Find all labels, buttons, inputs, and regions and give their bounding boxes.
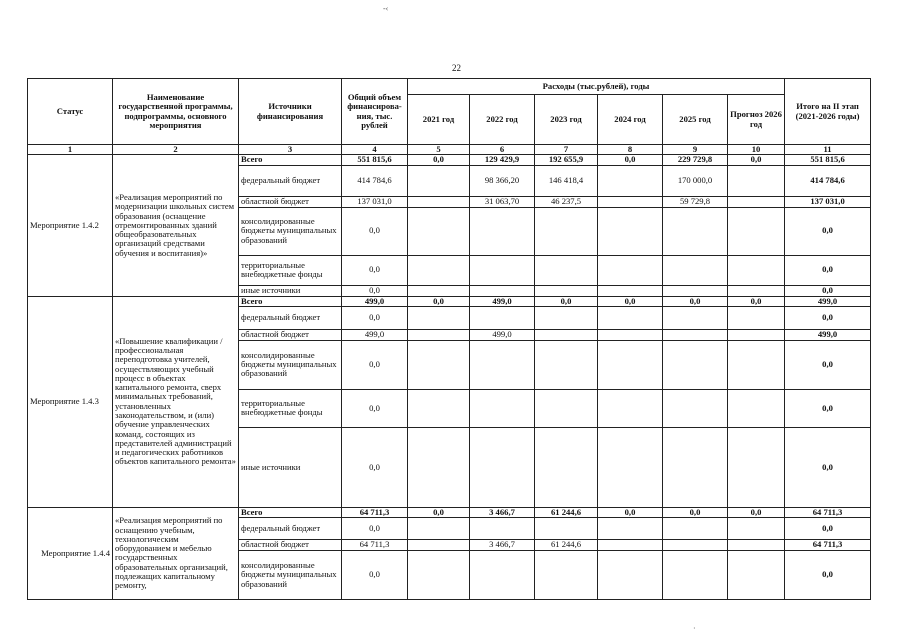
status-cell: Мероприятие 1.4.2 [28,155,113,296]
value-cell [470,389,535,427]
value-cell [728,196,785,207]
value-cell: 59 729,8 [663,196,728,207]
value-cell [535,306,598,329]
column-number: 8 [598,145,663,155]
value-cell: 0,0 [728,155,785,165]
header-name: Наименование государственной программы, подпрограммы, основного мероприятия [113,79,239,145]
source-cell: областной бюджет [239,329,342,340]
value-cell: 0,0 [408,507,470,517]
value-cell: 0,0 [342,518,408,540]
source-cell: Всего [239,507,342,517]
value-cell: 0,0 [785,285,871,296]
column-number: 3 [239,145,342,155]
value-cell [728,389,785,427]
header-year: 2022 год [470,95,535,145]
value-cell: 0,0 [785,306,871,329]
source-cell: территориальные внебюджетные фонды [239,255,342,285]
value-cell [535,329,598,340]
scan-mark-top: -‹ [383,4,389,13]
value-cell: 0,0 [785,389,871,427]
value-cell: 64 711,3 [342,540,408,551]
value-cell [535,207,598,255]
source-cell: федеральный бюджет [239,306,342,329]
value-cell: 0,0 [342,306,408,329]
table-row [28,155,871,165]
source-cell: федеральный бюджет [239,165,342,196]
header-year: 2021 год [408,95,470,145]
header-year: 2025 год [663,95,728,145]
value-cell [728,427,785,507]
value-cell [470,285,535,296]
value-cell [408,427,470,507]
value-cell [408,207,470,255]
value-cell [598,518,663,540]
value-cell: 499,0 [470,329,535,340]
value-cell [598,551,663,600]
value-cell: 0,0 [535,296,598,306]
source-cell: Всего [239,296,342,306]
header-sources: Источники финансирования [239,79,342,145]
value-cell: 0,0 [342,285,408,296]
value-cell: 0,0 [728,507,785,517]
value-cell: 0,0 [785,518,871,540]
value-cell [470,340,535,389]
value-cell [470,255,535,285]
value-cell: 64 711,3 [785,507,871,517]
value-cell: 551 815,6 [785,155,871,165]
value-cell: 0,0 [785,255,871,285]
value-cell [663,389,728,427]
value-cell: 0,0 [728,296,785,306]
source-cell: областной бюджет [239,196,342,207]
value-cell [470,427,535,507]
column-number: 9 [663,145,728,155]
table-body [28,155,871,600]
column-number: 5 [408,145,470,155]
value-cell: 414 784,6 [785,165,871,196]
header-year: 2023 год [535,95,598,145]
value-cell [535,551,598,600]
status-cell: Мероприятие 1.4.4 [28,507,113,599]
value-cell: 0,0 [342,389,408,427]
value-cell [408,255,470,285]
name-cell: «Реализация мероприятий по оснащению учебным, технологическим оборудованием и мебелью государственных образовательных организаций, подлежащих капитальному ремонту, [113,507,239,599]
value-cell: 499,0 [470,296,535,306]
value-cell [663,329,728,340]
value-cell: 0,0 [408,155,470,165]
value-cell [598,165,663,196]
header-stage-total: Итого на II этап (2021-2026 годы) [785,79,871,145]
column-number: 2 [113,145,239,155]
column-number: 11 [785,145,871,155]
value-cell: 61 244,6 [535,540,598,551]
value-cell: 31 063,70 [470,196,535,207]
value-cell: 64 711,3 [342,507,408,517]
column-number: 7 [535,145,598,155]
value-cell: 0,0 [598,296,663,306]
header-year: Прогноз 2026 год [728,95,785,145]
header-status: Статус [28,79,113,145]
value-cell [598,540,663,551]
value-cell: 98 366,20 [470,165,535,196]
column-number: 6 [470,145,535,155]
value-cell [728,551,785,600]
value-cell [728,340,785,389]
value-cell: 414 784,6 [342,165,408,196]
value-cell [470,306,535,329]
table-row [28,507,871,517]
value-cell: 61 244,6 [535,507,598,517]
value-cell [535,255,598,285]
header-year: 2024 год [598,95,663,145]
value-cell [728,255,785,285]
budget-table [27,78,871,600]
value-cell: 0,0 [663,507,728,517]
value-cell: 0,0 [785,207,871,255]
value-cell [408,329,470,340]
value-cell [408,196,470,207]
value-cell [535,285,598,296]
value-cell [663,207,728,255]
status-cell: Мероприятие 1.4.3 [28,296,113,507]
value-cell [663,551,728,600]
value-cell [535,427,598,507]
value-cell [728,329,785,340]
value-cell: 170 000,0 [663,165,728,196]
value-cell: 0,0 [342,551,408,600]
scan-mark-bottom: · [693,624,696,633]
value-cell [663,518,728,540]
source-cell: Всего [239,155,342,165]
value-cell [470,518,535,540]
value-cell: 499,0 [785,329,871,340]
value-cell [663,285,728,296]
value-cell [535,389,598,427]
value-cell [535,340,598,389]
value-cell [598,389,663,427]
value-cell [728,165,785,196]
value-cell: 0,0 [598,507,663,517]
value-cell [598,340,663,389]
value-cell: 499,0 [342,329,408,340]
value-cell: 3 466,7 [470,540,535,551]
value-cell: 64 711,3 [785,540,871,551]
value-cell: 499,0 [342,296,408,306]
value-cell [728,207,785,255]
column-number: 4 [342,145,408,155]
value-cell [728,518,785,540]
value-cell [728,306,785,329]
value-cell [470,551,535,600]
value-cell: 0,0 [342,340,408,389]
value-cell [728,285,785,296]
value-cell: 146 418,4 [535,165,598,196]
page-number: 22 [452,63,461,73]
source-cell: консолидированные бюджеты муниципальных образований [239,207,342,255]
column-number: 1 [28,145,113,155]
source-cell: консолидированные бюджеты муниципальных образований [239,551,342,600]
value-cell [408,518,470,540]
value-cell [598,306,663,329]
value-cell: 0,0 [663,296,728,306]
value-cell [663,255,728,285]
value-cell: 192 655,9 [535,155,598,165]
value-cell [598,427,663,507]
column-number: 10 [728,145,785,155]
value-cell: 229 729,8 [663,155,728,165]
value-cell [598,329,663,340]
value-cell: 0,0 [342,207,408,255]
value-cell: 0,0 [408,296,470,306]
value-cell [408,165,470,196]
header-total-volume: Общий объем финансирова-ния, тыс. рублей [342,79,408,145]
value-cell: 0,0 [785,340,871,389]
source-cell: иные источники [239,285,342,296]
header-expenses: Расходы (тыс.рублей), годы [408,79,785,95]
value-cell [535,518,598,540]
value-cell: 0,0 [342,255,408,285]
value-cell: 0,0 [598,155,663,165]
source-cell: иные источники [239,427,342,507]
source-cell: федеральный бюджет [239,518,342,540]
value-cell: 0,0 [785,551,871,600]
value-cell: 46 237,5 [535,196,598,207]
value-cell [728,540,785,551]
value-cell: 0,0 [785,427,871,507]
value-cell: 0,0 [342,427,408,507]
value-cell [408,340,470,389]
value-cell [598,207,663,255]
value-cell [470,207,535,255]
value-cell [408,306,470,329]
value-cell: 137 031,0 [785,196,871,207]
name-cell: «Реализация мероприятий по модернизации школьных систем образования (оснащение отремонтированных зданий общеобразовательных организаций средствами обучения и воспитания)» [113,155,239,296]
value-cell: 499,0 [785,296,871,306]
value-cell [408,540,470,551]
source-cell: территориальные внебюджетные фонды [239,389,342,427]
value-cell [663,306,728,329]
value-cell: 3 466,7 [470,507,535,517]
source-cell: консолидированные бюджеты муниципальных образований [239,340,342,389]
value-cell: 129 429,9 [470,155,535,165]
value-cell [408,551,470,600]
value-cell [663,340,728,389]
value-cell [598,285,663,296]
table-row [28,296,871,306]
value-cell [408,285,470,296]
value-cell [663,427,728,507]
name-cell: «Повышение квалификации / профессиональная переподготовка учителей, осуществляющих учебный процесс в объектах капитального ремонта, сверх минимальных требований, установленных законодательством, и (или) обучение управленческих команд, состоящих из представителей администраций и педагогических работников объектов капитального ремонта» [113,296,239,507]
value-cell [663,540,728,551]
value-cell: 137 031,0 [342,196,408,207]
value-cell [598,196,663,207]
value-cell [598,255,663,285]
value-cell: 551 815,6 [342,155,408,165]
source-cell: областной бюджет [239,540,342,551]
value-cell [408,389,470,427]
